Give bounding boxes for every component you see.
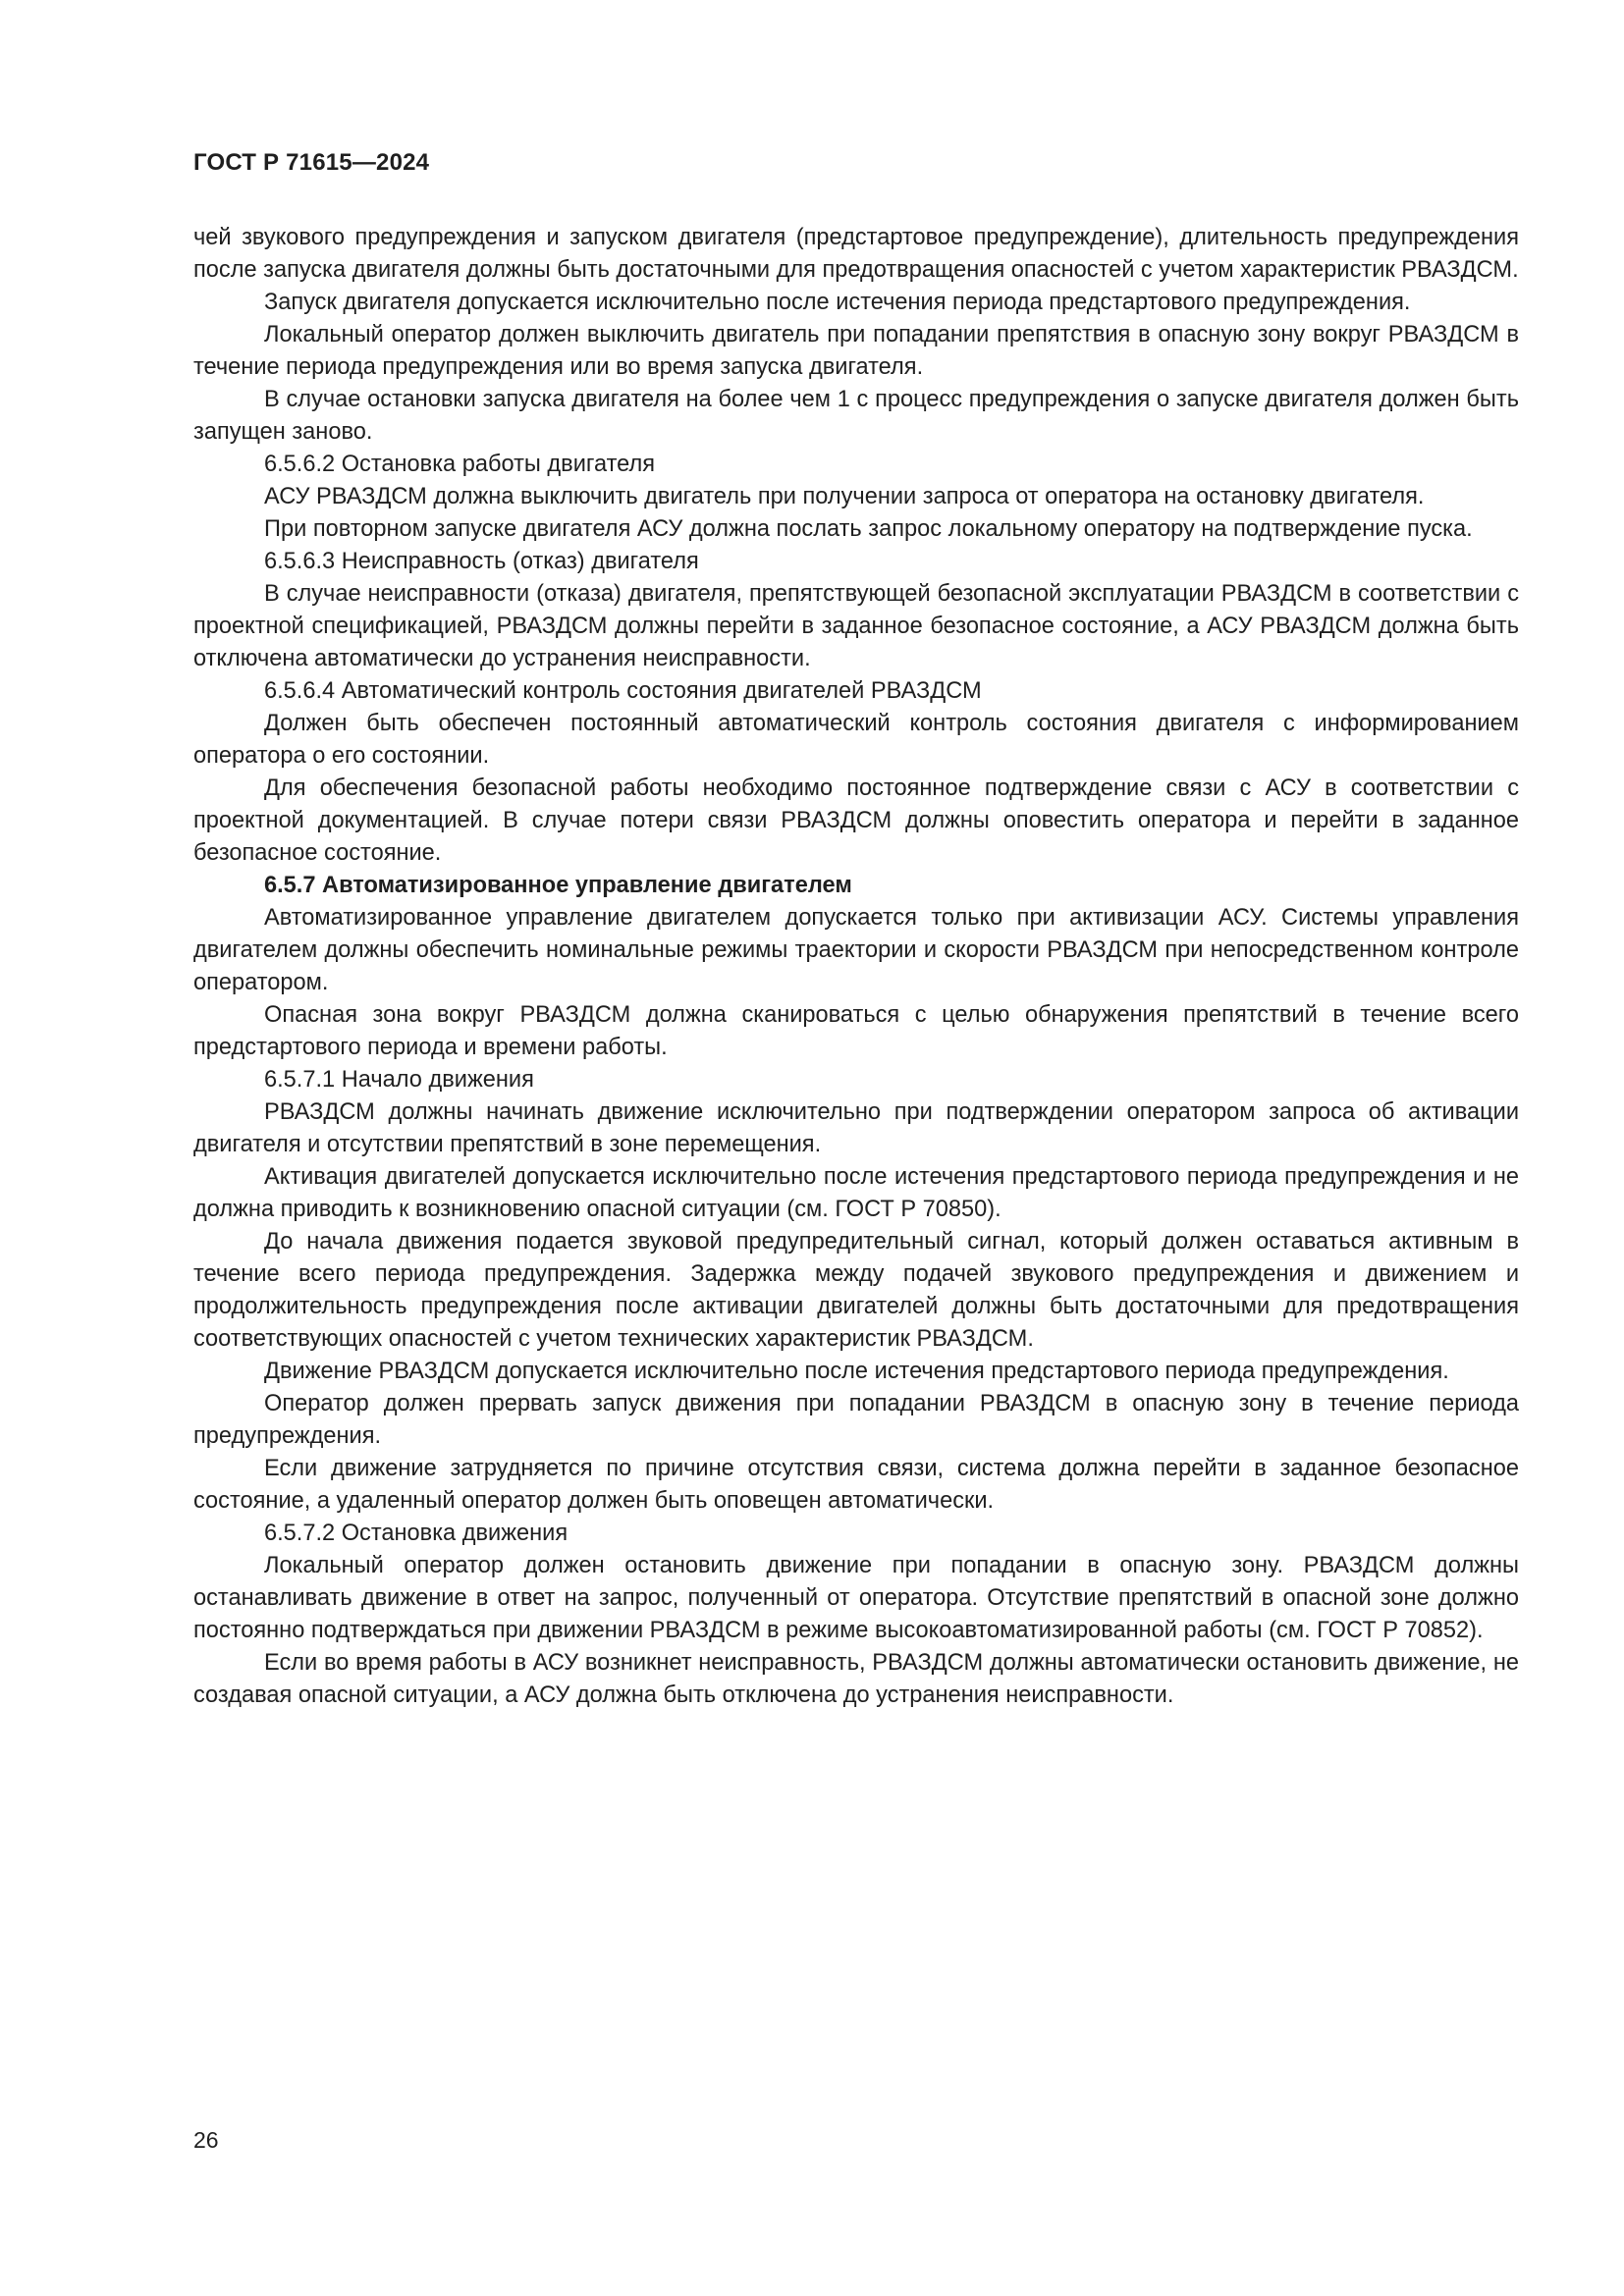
section-heading-6-5-7: 6.5.7 Автоматизированное управление двигателем — [264, 873, 852, 898]
paragraph: В случае неисправности (отказа) двигателя, препятствующей безопасной эксплуатации РВАЗДСМ в соответствии с проектной спецификацией, РВАЗДСМ должны перейти в заданное безопасное состояние, а АСУ РВАЗДСМ должна быть отключена автоматически до устранения неисправности. — [193, 581, 1519, 671]
subsection-heading-6-5-7-2: 6.5.7.2 Остановка движения — [264, 1521, 568, 1546]
paragraph: Если во время работы в АСУ возникнет неисправность, РВАЗДСМ должны автоматически остановить движение, не создавая опасной ситуации, а АСУ должна быть отключена до устранения неисправности. — [193, 1650, 1519, 1708]
paragraph: Оператор должен прервать запуск движения при попадании РВАЗДСМ в опасную зону в течение периода предупреждения. — [193, 1391, 1519, 1449]
paragraph: Опасная зона вокруг РВАЗДСМ должна сканироваться с целью обнаружения препятствий в течение всего предстартового периода и времени работы. — [193, 1002, 1519, 1060]
paragraph: Движение РВАЗДСМ допускается исключительно после истечения предстартового периода предупреждения. — [264, 1359, 1449, 1384]
paragraph: Активация двигателей допускается исключительно после истечения предстартового периода предупреждения и не должна приводить к возникновению опасной ситуации (см. ГОСТ Р 70850). — [193, 1164, 1519, 1222]
document-body — [193, 222, 1519, 1712]
subsection-heading-6-5-6-3: 6.5.6.3 Неисправность (отказ) двигателя — [264, 549, 699, 574]
paragraph: Локальный оператор должен остановить движение при попадании в опасную зону. РВАЗДСМ должны останавливать движение в ответ на запрос, полученный от оператора. Отсутствие препятствий в опасной зоне должно постоянно подтверждаться при движении РВАЗДСМ в режиме высокоавтоматизированной работы (см. ГОСТ Р 70852). — [193, 1553, 1519, 1643]
subsection-heading-6-5-6-2: 6.5.6.2 Остановка работы двигателя — [264, 452, 655, 477]
paragraph: АСУ РВАЗДСМ должна выключить двигатель при получении запроса от оператора на остановку двигателя. — [264, 484, 1425, 509]
paragraph: Автоматизированное управление двигателем допускается только при активизации АСУ. Системы управления двигателем должны обеспечить номинальные режимы траектории и скорости РВАЗДСМ при непосредственном контроле оператором. — [193, 905, 1519, 995]
subsection-heading-6-5-6-4: 6.5.6.4 Автоматический контроль состояния двигателей РВАЗДСМ — [264, 678, 982, 704]
paragraph: Локальный оператор должен выключить двигатель при попадании препятствия в опасную зону вокруг РВАЗДСМ в течение периода предупреждения или во время запуска двигателя. — [193, 322, 1519, 380]
paragraph: Для обеспечения безопасной работы необходимо постоянное подтверждение связи с АСУ в соответствии с проектной документацией. В случае потери связи РВАЗДСМ должны оповестить оператора и перейти в заданное безопасное состояние. — [193, 775, 1519, 866]
paragraph: До начала движения подается звуковой предупредительный сигнал, который должен оставаться активным в течение всего периода предупреждения. Задержка между подачей звукового предупреждения и движением и продолжительность предупреждения после активации двигателей должны быть достаточными для предотвращения соответствующих опасностей с учетом технических характеристик РВАЗДСМ. — [193, 1229, 1519, 1352]
paragraph: Если движение затрудняется по причине отсутствия связи, система должна перейти в заданное безопасное состояние, а удаленный оператор должен быть оповещен автоматически. — [193, 1456, 1519, 1514]
paragraph: Должен быть обеспечен постоянный автоматический контроль состояния двигателя с информированием оператора о его состоянии. — [193, 711, 1519, 769]
paragraph: При повторном запуске двигателя АСУ должна послать запрос локальному оператору на подтверждение пуска. — [264, 516, 1473, 542]
paragraph-continuation: чей звукового предупреждения и запуском двигателя (предстартовое предупреждение), длительность предупреждения после запуска двигателя должны быть достаточными для предотвращения опасностей с учетом характеристик РВАЗДСМ. — [193, 225, 1519, 283]
paragraph: В случае остановки запуска двигателя на более чем 1 с процесс предупреждения о запуске двигателя должен быть запущен заново. — [193, 387, 1519, 445]
paragraph: РВАЗДСМ должны начинать движение исключительно при подтверждении оператором запроса об активации двигателя и отсутствии препятствий в зоне перемещения. — [193, 1099, 1519, 1157]
document-header: ГОСТ Р 71615—2024 — [193, 149, 430, 176]
page-number: 26 — [193, 2127, 219, 2153]
paragraph: Запуск двигателя допускается исключительно после истечения периода предстартового предупреждения. — [264, 290, 1411, 315]
subsection-heading-6-5-7-1: 6.5.7.1 Начало движения — [264, 1067, 534, 1093]
